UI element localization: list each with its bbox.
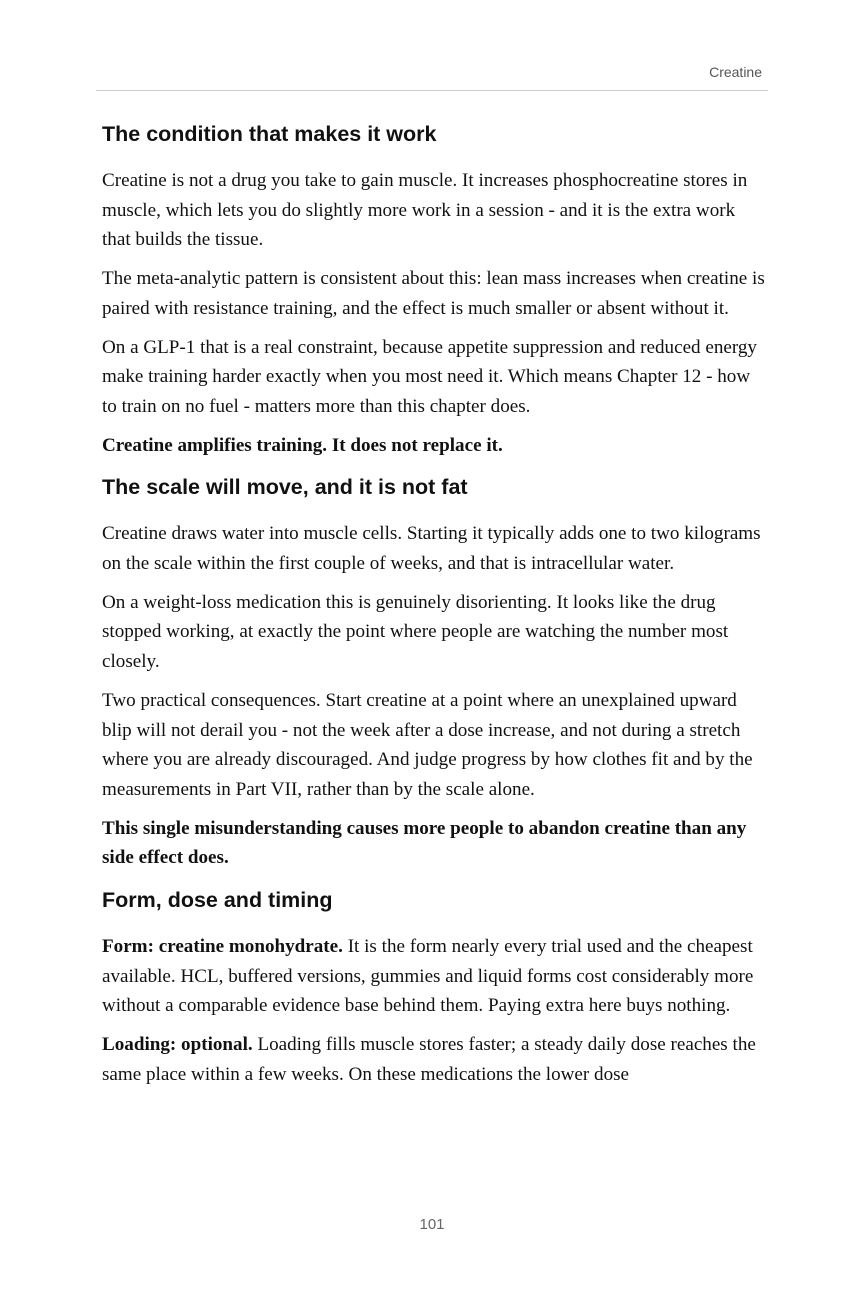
section-form-dose-timing xyxy=(102,884,767,1090)
form-item xyxy=(102,932,767,1021)
page-number: 101 xyxy=(419,1216,445,1233)
section-condition xyxy=(102,118,767,460)
body-paragraph: Two practical consequences. Start creatine at a point where an unexplained upward blip will not derail you - not the week after a dose increase, and not during a stretch where you are already discouraged. And judge progress by how clothes fit and by the measurements in Part VII, rather than by the scale alone. xyxy=(102,689,753,800)
body-paragraph: Creatine draws water into muscle cells. Starting it typically adds one to two kilograms on the scale within the first couple of weeks, and that is intracellular water. xyxy=(102,523,761,575)
item-lead: Form: creatine monohydrate. xyxy=(102,936,343,958)
takeaway-line: This single misunderstanding causes more people to abandon creatine than any side effect does. xyxy=(102,817,747,869)
body-paragraph: Creatine is not a drug you take to gain muscle. It increases phosphocreatine stores in muscle, which lets you do slightly more work in a session - and it is the extra work that builds the tissue. xyxy=(102,170,748,251)
takeaway-line: Creatine amplifies training. It does not replace it. xyxy=(102,434,503,456)
body-paragraph: On a weight-loss medication this is genuinely disorienting. It looks like the drug stopped working, at exactly the point where people are watching the number most closely. xyxy=(102,591,729,673)
item-text: It is the form nearly every trial used and the cheapest available. HCL, buffered versions, gummies and liquid forms cost considerably more without a comparable evidence base behind them. Paying extra here buys nothing. xyxy=(102,936,754,1017)
item-lead: Loading: optional. xyxy=(102,1034,253,1056)
section-heading: Form, dose and timing xyxy=(102,888,333,913)
body-paragraph: On a GLP-1 that is a real constraint, because appetite suppression and reduced energy make training harder exactly when you most need it. Which means Chapter 12 - how to train on no fuel - matters more than this chapter does. xyxy=(102,336,757,417)
item-text: Loading fills muscle stores faster; a steady daily dose reaches the same place within a few weeks. On these medications the lower dose xyxy=(102,1034,756,1085)
running-header-title: Creatine xyxy=(709,64,762,80)
page-body xyxy=(102,118,767,1099)
running-header xyxy=(96,63,768,91)
section-heading: The condition that makes it work xyxy=(102,122,437,146)
section-scale xyxy=(102,471,767,873)
body-paragraph: The meta-analytic pattern is consistent about this: lean mass increases when creatine is paired with resistance training, and the effect is much smaller or absent without it. xyxy=(102,268,765,319)
section-heading: The scale will move, and it is not fat xyxy=(102,475,468,500)
loading-item xyxy=(102,1030,767,1089)
